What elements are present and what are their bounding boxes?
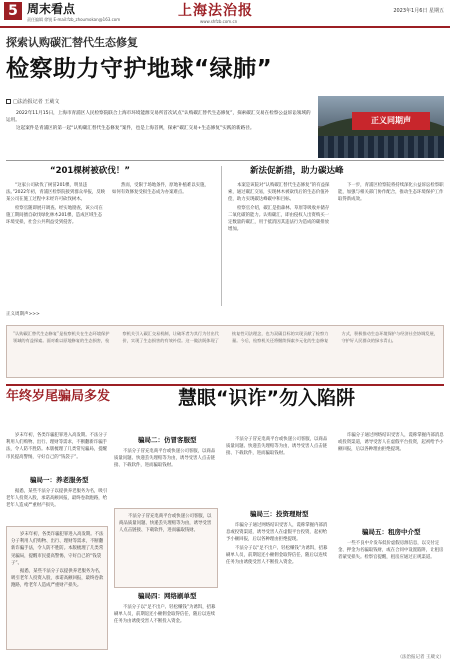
body-paragraph: 不法分子冒充电商平台或快递公司客服，以商品质量问题、快递丢失理赔等为由，诱导受害人点击链接、下载软件，进而骗取钱财。 — [119, 514, 212, 534]
article1-col1-title: “201棵树被砍伐！” — [50, 166, 130, 176]
page-number: 5 — [4, 2, 22, 20]
article1-col2-body-cont — [338, 182, 444, 306]
article2-headline: 慧眼“识诈”勿入陷阱 — [178, 387, 355, 409]
editor-line: 责任编辑 徐锐 E-mail:fzb_zhoumokan@163.com — [27, 17, 121, 22]
quote-box — [6, 526, 108, 650]
section1-tag: 骗局一：养老服务型 — [30, 476, 89, 484]
section4-body — [114, 604, 218, 652]
tip-box-text — [119, 513, 215, 585]
body-paragraph: 本案是该院对“认购碳汇替代生态修复”的有益探索，通过碳汇交易，实现林木被砍伐后的生态价值补偿，助力实现碳达峰碳中和目标。 — [228, 183, 330, 203]
section5-intro — [338, 432, 444, 524]
body-paragraph: 不法分子以“足不出户、轻松赚钱”为诱饵，招募刷单人员，前期返还小额佣金取得信任，随后以连续任务为由诱使受害人不断投入资金。 — [226, 545, 328, 566]
section4-tag: 骗局四：网络刷单型 — [138, 592, 197, 600]
body-paragraph: 岁末年初，各类诈骗犯罪进入高发期。不法分子利用人们购物、出行、理财等需求，不断翻新诈骗手法，令人防不胜防。本版梳理了几类常见骗局，提醒市民提高警惕，守好自己的“钱袋子”。 — [6, 433, 108, 460]
body-paragraph: 不法分子冒充电商平台或快递公司客服，以商品质量问题、快递丢失理赔等为由，诱导受害人点击链接、下载软件，进而骗取钱财。 — [114, 449, 216, 469]
section-divider — [6, 160, 444, 161]
section2-tag: 骗局二：仿冒客服型 — [138, 436, 197, 444]
issue-date: 2023年1月6日 星期五 — [393, 8, 444, 14]
editorial-box — [6, 325, 444, 378]
quote-box-text — [11, 531, 105, 647]
lead-paragraph: 2022年11月15日，上海市青浦区人民检察院联合上海市环境能源交易所首次试点“认购碳汇替代生态修复”，探索碳汇交易在检察公益诉讼领域的运用。 — [6, 111, 311, 123]
lead-paragraph: 这起案件是青浦区的第一起“认购碳汇替代生态修复”案件，也是上海首例，探索“碳汇交易+生态修复”实践的新路径。 — [16, 126, 255, 131]
body-paragraph: 据悉，某些不法分子以提供养老服务为名，吸引老年人投资入股，承诺高额回报，最终卷款跑路，给老年人造成严重财产损失。 — [11, 569, 104, 589]
article1-headline: 检察助力守护地球“绿肺” — [6, 56, 273, 82]
body-paragraph: 诈骗分子通过网络结识受害人，谎称掌握内部消息或投资渠道，诱导受害人在虚假平台投资，起初给予小额回报，后以各种理由拒绝提现。 — [226, 523, 328, 543]
photo-people — [318, 136, 444, 158]
body-paragraph: 不法分子以“足不出户、轻松赚钱”为诱饵，招募刷单人员，前期返还小额佣金取得信任，随后以连续任务为由诱使受害人不断投入资金。 — [114, 605, 216, 625]
article1-photo — [318, 96, 444, 158]
editorial-text: “认购碳汇替代生态修复”是检察机关在生态环境保护领域的有益探索。面对难以原地修复的生态损害，检察机关引入碳汇交易机制，让破坏者为其行为付出代价，实现了生态损害的有效补偿。这一做法既体现了恢复性司法理念，也为双碳目标的实现贡献了检察力量。今后，检察机关还将继续探索多元化的生态修复方式，积极推动生态环境保护与经济社会协调发展，守护好人民群众的绿水青山。 — [13, 331, 438, 343]
photo-banner: 正义同期声 — [352, 112, 430, 130]
section2-body — [114, 448, 218, 504]
section3-body — [226, 522, 330, 652]
section1-body — [6, 488, 108, 522]
article1-lead — [6, 110, 312, 133]
body-paragraph: 诈骗分子通过网络结识受害人，谎称掌握内部消息或投资渠道，诱导受害人在虚假平台投资，起初给予小额回报，后以各种理由拒绝提现。 — [338, 433, 444, 453]
article1-col2-body — [228, 182, 332, 306]
tip-box — [114, 508, 218, 588]
body-paragraph: 检察官随即展开调查。经实地勘查，该公司在施工期间擅自砍伐绿化林木201棵，造成区域生态环境受损，社会公共利益受到侵害。 — [6, 205, 103, 226]
body-paragraph: 检察官介绍，碳汇是指森林、草原等吸收并储存二氧化碳的能力。认购碳汇，即由侵权人出资购买一定数量的碳汇，用于抵消因其违法行为造成的碳排放增加。 — [228, 205, 330, 233]
body-paragraph: 据悉，某些不法分子以提供养老服务为名，吸引老年人投资入股，承诺高额回报，最终卷款跑路，给老年人造成严重财产损失。 — [6, 489, 108, 509]
article1-col2-title: 新法促新措，助力碳达峰 — [250, 166, 344, 176]
section5-tag: 骗局五：租房中介型 — [362, 528, 421, 536]
paper-url: www.shfzb.com.cn — [200, 19, 238, 24]
body-paragraph: 然而，受限于场地条件，原地补植难以实施，如何有效修复受损生态成为办案难点。 — [112, 183, 209, 196]
byline-marker-icon — [6, 99, 11, 104]
article1-kicker: 探索认购碳汇替代生态修复 — [6, 36, 138, 49]
paper-logo: 上海法治报 — [178, 3, 253, 19]
masthead — [0, 0, 450, 28]
article1-col1-body-cont — [112, 182, 212, 306]
section3-tag: 骗局三：投资理财型 — [250, 510, 309, 518]
section-name: 周末看点 — [27, 2, 76, 16]
section5-body — [338, 540, 444, 652]
continued-link[interactable]: 正义周期声>>> — [6, 312, 40, 317]
body-paragraph: 不法分子冒充电商平台或快递公司客服，以商品质量问题、快递丢失理赔等为由，诱导受害人点击链接、下载软件，进而骗取钱财。 — [226, 437, 328, 457]
article1-col1-body — [6, 182, 106, 306]
body-paragraph: “这家公司砍伐了树苗201棵，明显违法。”2022年初，青浦区检察院接到群众举报，反映某公司在施工过程中未经许可砍伐树木。 — [6, 183, 106, 203]
column-divider — [221, 166, 222, 306]
section3-intro — [226, 436, 330, 506]
article1-byline-text: □法治报记者 王葳文 — [13, 99, 60, 105]
body-paragraph: 一些不良中介发布低价虚假房源信息，以交付定金、押金为名骗取钱财，或在合同中设置陷阱，让租房者蒙受损失。检察官提醒，租房应通过正规渠道。 — [338, 541, 444, 561]
article2-intro — [6, 432, 108, 474]
body-paragraph: 下一步，青浦区检察院将持续深化公益诉讼检察职能，加强与相关部门协作配合，推动生态环境保护工作取得新成效。 — [338, 183, 444, 203]
body-paragraph: 岁末年初，各类诈骗犯罪进入高发期。不法分子利用人们购物、出行、理财等需求，不断翻新诈骗手法，令人防不胜防。本版梳理了几类常见骗局，提醒市民提高警惕，守好自己的“钱袋子”。 — [11, 532, 104, 566]
article2-byline: （法治报记者 王葳文） — [397, 655, 444, 660]
article2-kicker: 年终岁尾骗局多发 — [6, 389, 111, 404]
article1-byline — [6, 99, 59, 106]
